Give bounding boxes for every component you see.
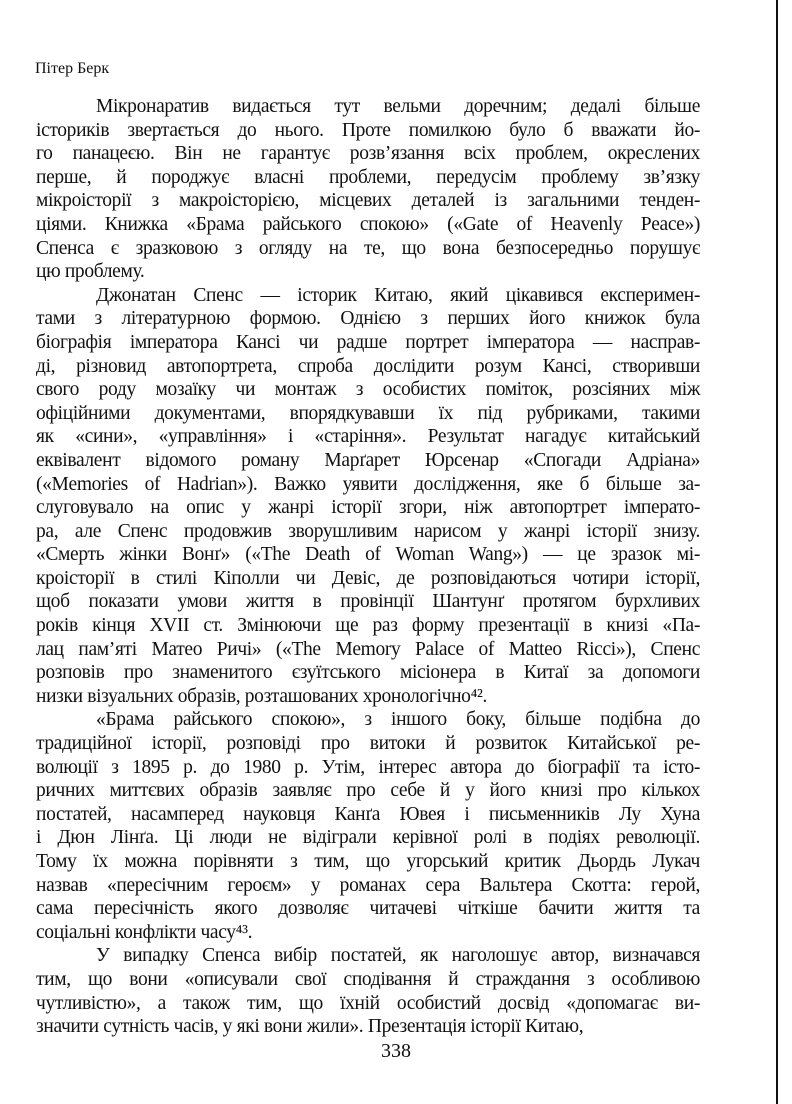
text-line: «Брама райського спокою», з іншого боку, більше подібна до bbox=[96, 709, 700, 731]
text-line: перше, й породжує власні проблеми, передусім проблему зв’язку bbox=[36, 166, 700, 188]
text-line: У випадку Спенса вибір постатей, як наголошує автор, визначався bbox=[96, 945, 700, 967]
text-line: цю проблему. bbox=[36, 261, 145, 283]
text-line: сама пересічність якого дозволяє читачеві чіткіше бачити життя та bbox=[36, 898, 700, 920]
text-line: слуговувало на опис у жанрі історії згори, ніж автопортрет імперато- bbox=[36, 497, 700, 519]
text-line: значити сутність часів, у які вони жили». Презентація історії Китаю, bbox=[36, 1016, 584, 1038]
text-line: ціями. Книжка «Брама райського спокою» («Gate of Heavenly Peace») bbox=[36, 213, 700, 235]
text-line: чутливістю», а також тим, що їхній особистий досвід «допомагає ви- bbox=[36, 992, 700, 1014]
paragraph bbox=[36, 284, 700, 709]
text-line: як «сини», «управління» і «старіння». Результат нагадує китайський bbox=[36, 426, 700, 448]
paragraph bbox=[36, 95, 700, 284]
text-line: волюції з 1895 р. до 1980 р. Утім, інтерес автора до біографії та істо- bbox=[36, 756, 700, 778]
text-line: ричних миттєвих образів заявляє про себе й у його книзі про кількох bbox=[36, 780, 700, 802]
text-line: кроісторії в стилі Кіполли чи Девіс, де розповідаються чотири історії, bbox=[36, 567, 700, 589]
paragraph bbox=[36, 708, 700, 944]
text-line: ді, різновид автопортрета, спроба дослідити розум Кансі, створивши bbox=[36, 355, 700, 377]
text-line: Джонатан Спенс — історик Китаю, який цікавився експеримен- bbox=[96, 284, 700, 306]
text-line: і Дюн Лінґа. Ці люди не відіграли керівної ролі в подіях революції. bbox=[36, 827, 700, 849]
text-line: істориків звертається до нього. Проте помилкою було б вважати йо- bbox=[36, 119, 700, 141]
text-line: традиційної історії, розповіді про витоки й розвиток Китайської ре- bbox=[36, 733, 700, 755]
text-line: свого роду мозаїку чи монтаж з особистих поміток, розсіяних між bbox=[36, 379, 700, 401]
text-line: офіційними документами, впорядкувавши їх під рубриками, такими bbox=[36, 402, 700, 424]
scan-edge-line bbox=[776, 0, 778, 1104]
text-line: го панацеєю. Він не гарантує розв’язання всіх проблем, окреслених bbox=[36, 143, 700, 165]
text-line: Спенса є зразковою з огляду на те, що вона безпосередньо порушує bbox=[36, 237, 700, 259]
text-line: біографія імператора Кансі чи радше портрет імператора — насправ- bbox=[36, 331, 700, 353]
text-line: назвав «пересічним героєм» у романах сера Вальтера Скотта: герой, bbox=[36, 874, 700, 896]
text-line: соціальні конфлікти часу⁴³. bbox=[36, 921, 253, 943]
text-line: щоб показати умови життя в провінції Шантунґ протягом бурхливих bbox=[36, 591, 700, 613]
text-line: розповів про знаменитого єзуїтського місіонера в Китаї за допомоги bbox=[36, 662, 700, 684]
page-number: 338 bbox=[381, 1040, 411, 1062]
text-line: тами з літературною формою. Однією з перших його книжок була bbox=[36, 308, 700, 330]
text-line: мікроісторії з макроісторією, місцевих деталей із загальними тенден- bbox=[36, 190, 700, 212]
running-head: Пітер Берк bbox=[35, 60, 110, 77]
text-line: постатей, насамперед науковця Канґа Ювея і письменників Лу Хуна bbox=[36, 803, 700, 825]
text-line: («Memories of Hadrian»). Важко уявити дослідження, яке б більше за- bbox=[36, 473, 700, 495]
text-line: лац пам’яті Матео Ричі» («The Memory Palace of Matteo Ricci»), Спенс bbox=[36, 638, 700, 660]
text-line: низки візуальних образів, розташованих хронологічно⁴². bbox=[36, 685, 488, 707]
paragraph bbox=[36, 944, 700, 1038]
text-line: тим, що вони «описували свої сподівання й страждання з особливою bbox=[36, 968, 700, 990]
text-line: років кінця XVII ст. Змінюючи ще раз форму презентації в книзі «Па- bbox=[36, 615, 700, 637]
text-line: «Смерть жінки Вонґ» («The Death of Woman Wang») — це зразок мі- bbox=[36, 544, 700, 566]
text-line: Мікронаратив видається тут вельми доречним; дедалі більше bbox=[96, 96, 700, 117]
text-line: Тому їх можна порівняти з тим, що угорський критик Дьордь Лукач bbox=[36, 851, 700, 872]
text-line: еквівалент відомого роману Марґарет Юрсенар «Спогади Адріана» bbox=[36, 449, 700, 471]
text-line: ра, але Спенс продовжив зворушливим нарисом у жанрі історії знизу. bbox=[36, 520, 700, 542]
body-text bbox=[36, 95, 700, 1039]
